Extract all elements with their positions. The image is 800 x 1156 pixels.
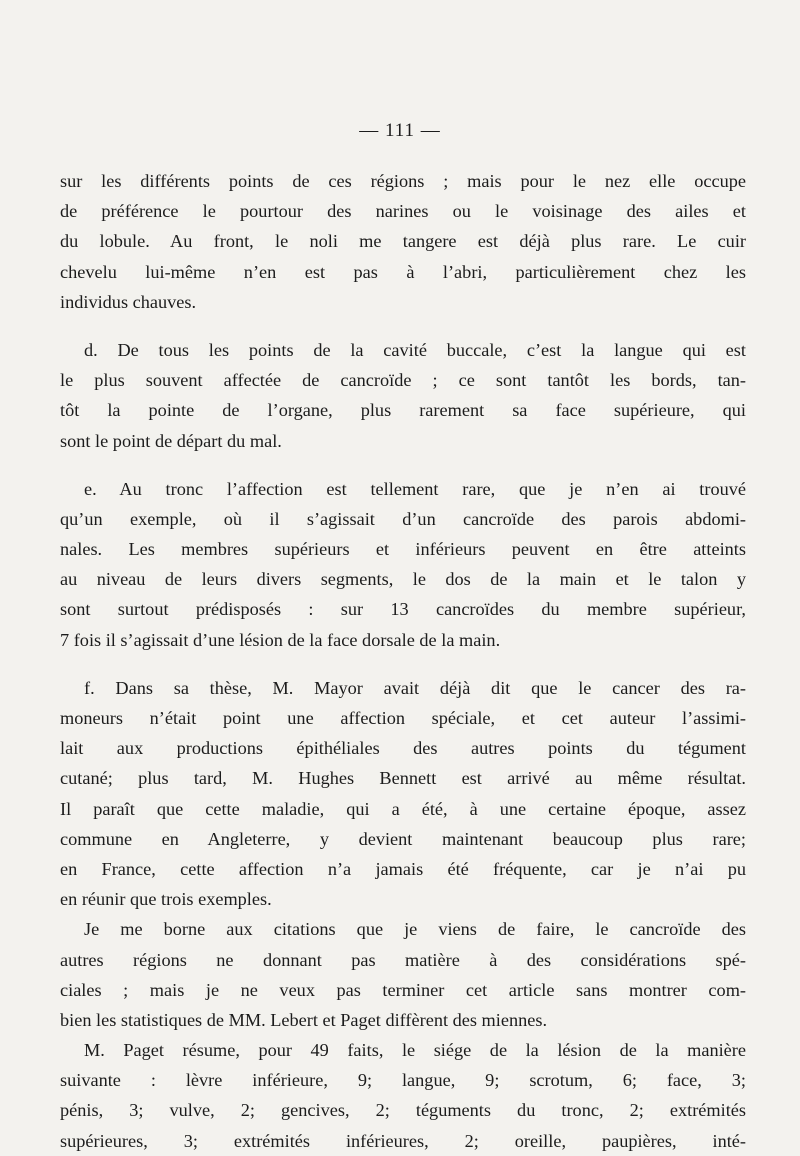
- text-line: e. Au tronc l’affection est tellement rare, que je n’en ai trouvé: [84, 478, 746, 499]
- text-line: le plus souvent affectée de cancroïde ; ce sont tantôt les bords, tan-: [60, 370, 746, 391]
- text-line: commune en Angleterre, y devient maintenant beaucoup plus rare;: [60, 828, 746, 849]
- text-line: pénis, 3; vulve, 2; gencives, 2; téguments du tronc, 2; extrémités: [60, 1100, 746, 1121]
- text-line: moneurs n’était point une affection spéciale, et cet auteur l’assimi-: [60, 708, 746, 728]
- text-line: autres régions ne donnant pas matière à des considérations spé-: [60, 949, 746, 970]
- text-line: sont le point de départ du mal.: [60, 430, 282, 451]
- text-line: Il paraît que cette maladie, qui a été, à une certaine époque, assez: [60, 798, 746, 819]
- text-line: individus chauves.: [60, 291, 197, 312]
- text-line: en France, cette affection n’a jamais été fréquente, car je n’ai pu: [60, 858, 746, 879]
- text-line: suivante : lèvre inférieure, 9; langue, 9; scrotum, 6; face, 3;: [60, 1070, 746, 1091]
- text-line: supérieures, 3; extrémités inférieures, 2; oreille, paupières, inté-: [60, 1130, 746, 1151]
- paragraph-gap: [60, 655, 746, 673]
- text-line: nales. Les membres supérieurs et inférieurs peuvent en être atteints: [60, 539, 746, 560]
- text-line: M. Paget résume, pour 49 faits, le siége de la lésion de la manière: [84, 1040, 746, 1061]
- paragraph-gap: [60, 317, 746, 335]
- text-line: chevelu lui-même n’en est pas à l’abri, particulièrement chez les: [60, 261, 746, 282]
- text-line: Je me borne aux citations que je viens de faire, le cancroïde des: [84, 919, 746, 940]
- text-line: bien les statistiques de MM. Lebert et Paget diffèrent des miennes.: [60, 1009, 548, 1030]
- text-line: ciales ; mais je ne veux pas terminer cet article sans montrer com-: [60, 979, 746, 1000]
- text-line: au niveau de leurs divers segments, le dos de la main et le talon y: [60, 569, 746, 590]
- paragraph-gap: [60, 456, 746, 474]
- text-line: f. Dans sa thèse, M. Mayor avait déjà dit que le cancer des ra-: [84, 677, 746, 698]
- text-line: sont surtout prédisposés : sur 13 cancroïdes du membre supérieur,: [60, 599, 746, 620]
- text-line: du lobule. Au front, le noli me tangere est déjà plus rare. Le cuir: [60, 231, 746, 252]
- text-line: 7 fois il s’agissait d’une lésion de la face dorsale de la main.: [60, 629, 501, 650]
- text-line: de préférence le pourtour des narines ou le voisinage des ailes et: [60, 201, 746, 222]
- text-line: qu’un exemple, où il s’agissait d’un cancroïde des parois abdomi-: [60, 508, 746, 529]
- page-number: — 111 —: [359, 120, 441, 141]
- text-line: en réunir que trois exemples.: [60, 889, 272, 910]
- text-line: cutané; plus tard, M. Hughes Bennett est arrivé au même résultat.: [60, 768, 746, 789]
- text-line: d. De tous les points de la cavité buccale, c’est la langue qui est: [84, 339, 746, 360]
- text-line: lait aux productions épithéliales des autres points du tégument: [60, 738, 746, 759]
- text-line: tôt la pointe de l’organe, plus rarement sa face supérieure, qui: [60, 400, 746, 421]
- body-text: [60, 166, 746, 1156]
- text-line: sur les différents points de ces régions ; mais pour le nez elle occupe: [60, 171, 746, 191]
